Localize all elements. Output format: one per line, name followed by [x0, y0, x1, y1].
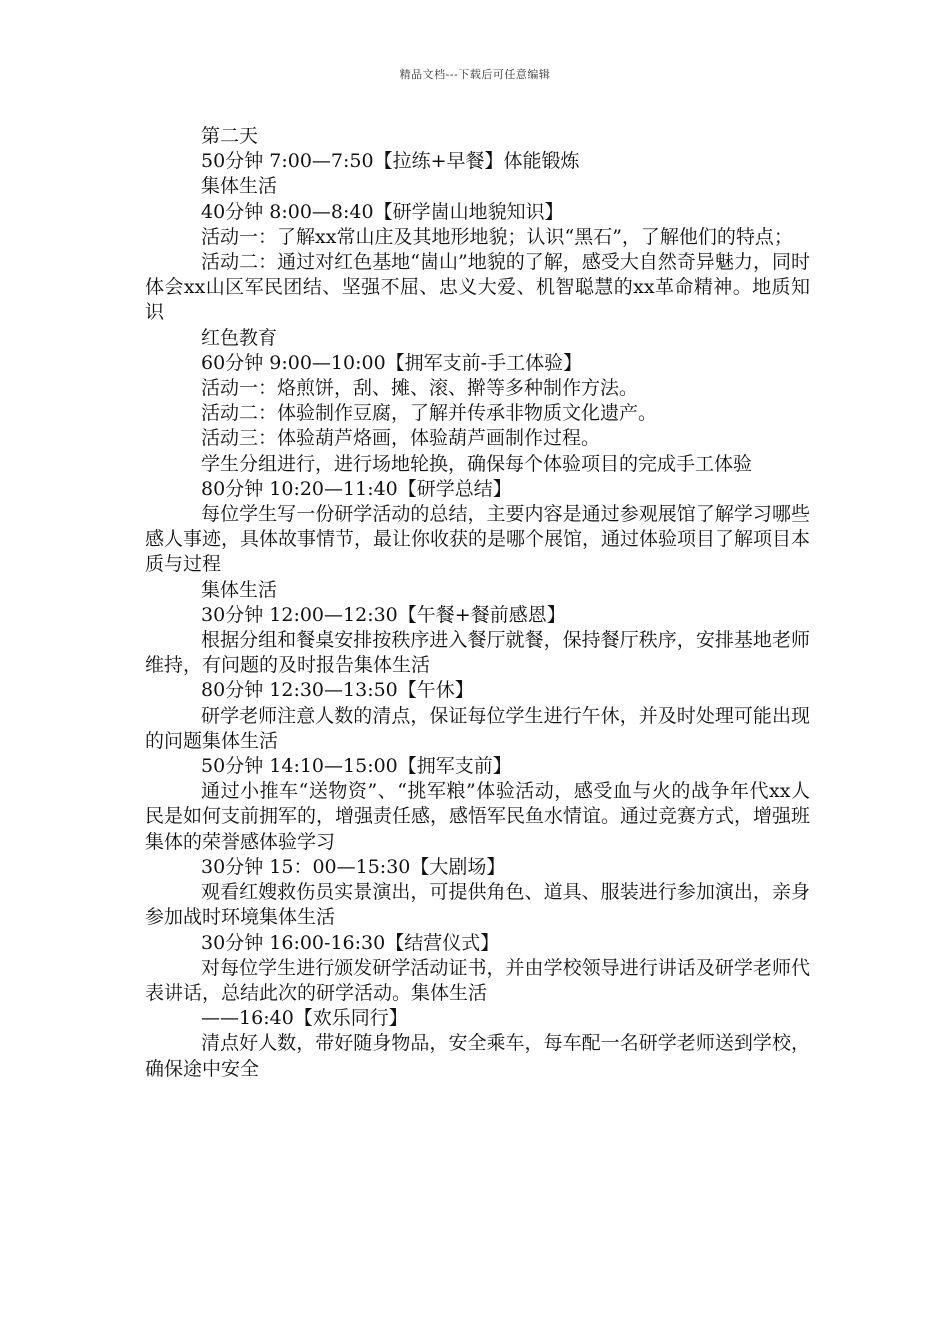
category-line: 红色教育	[201, 326, 278, 349]
description-paragraph: 通过小推车“送物资”、“挑军粮”体验活动，感受血与火的战争年代xx人民是如何支前拥军的，增强责任感，感悟军民鱼水情谊。通过竞赛方式，增强班集体的荣誉感体验学习	[145, 780, 811, 853]
schedule-line: 30分钟 16:00-16:30【结营仪式】	[201, 931, 500, 954]
schedule-line: 50分钟 14:10—15:00【拥军支前】	[201, 755, 512, 778]
description-paragraph: 根据分组和餐桌安排按秩序进入餐厅就餐，保持餐厅秩序，安排基地老师维持，有问题的及时报告集体生活	[145, 629, 810, 677]
description-paragraph: 清点好人数，带好随身物品，安全乘车，每车配一名研学老师送到学校，确保途中安全	[145, 1032, 810, 1080]
description-paragraph: 对每位学生进行颁发研学活动证书，并由学校领导进行讲话及研学老师代表讲话，总结此次的研学活动。集体生活	[145, 956, 810, 1004]
schedule-line: ——16:40【欢乐同行】	[201, 1007, 408, 1030]
schedule-line: 80分钟 12:30—13:50【午休】	[201, 679, 474, 702]
activity-paragraph: 活动二：通过对红色基地“崮山”地貌的了解，感受大自然奇异魅力，同时体会xx山区军民团结、坚强不屈、忠义大爱、机智聪慧的xx革命精神。地质知识	[145, 251, 810, 324]
page-header: 精品文档---下载后可任意编辑	[399, 68, 551, 81]
description-paragraph: 每位学生写一份研学活动的总结，主要内容是通过参观展馆了解学习哪些感人事迹，具体故事情节，最让你收获的是哪个展馆，通过体验项目了解项目本质与过程	[145, 503, 811, 576]
category-line: 集体生活	[201, 578, 278, 601]
schedule-line: 80分钟 10:20—11:40【研学总结】	[201, 477, 512, 500]
schedule-line: 50分钟 7:00—7:50【拉练+早餐】体能锻炼	[201, 150, 580, 173]
schedule-line: 60分钟 9:00—10:00【拥军支前-手工体验】	[201, 351, 583, 374]
schedule-line: 30分钟 12:00—12:30【午餐+餐前感恩】	[201, 603, 566, 626]
category-line: 集体生活	[201, 175, 278, 198]
document-body	[145, 124, 810, 1082]
activity-paragraph: 活动一：烙煎饼，刮、摊、滚、擀等多种制作方法。	[201, 377, 639, 400]
day-heading: 第二天	[201, 125, 259, 147]
activity-paragraph: 活动二：体验制作豆腐，了解并传承非物质文化遗产。	[201, 402, 658, 425]
activity-paragraph: 活动一：了解xx常山庄及其地形地貌；认识“黑石”，了解他们的特点；	[201, 225, 793, 248]
description-paragraph: 观看红嫂救伤员实景演出，可提供角色、道具、服装进行参加演出，亲身参加战时环境集体生活	[145, 881, 810, 929]
activity-paragraph: 活动三：体验葫芦烙画，体验葫芦画制作过程。	[201, 427, 601, 450]
description-paragraph: 学生分组进行，进行场地轮换，确保每个体验项目的完成手工体验	[201, 452, 753, 475]
schedule-line: 30分钟 15：00—15:30【大剧场】	[201, 855, 506, 878]
schedule-line: 40分钟 8:00—8:40【研学崮山地貌知识】	[201, 200, 564, 223]
description-paragraph: 研学老师注意人数的清点，保证每位学生进行午休，并及时处理可能出现的问题集体生活	[145, 704, 810, 752]
